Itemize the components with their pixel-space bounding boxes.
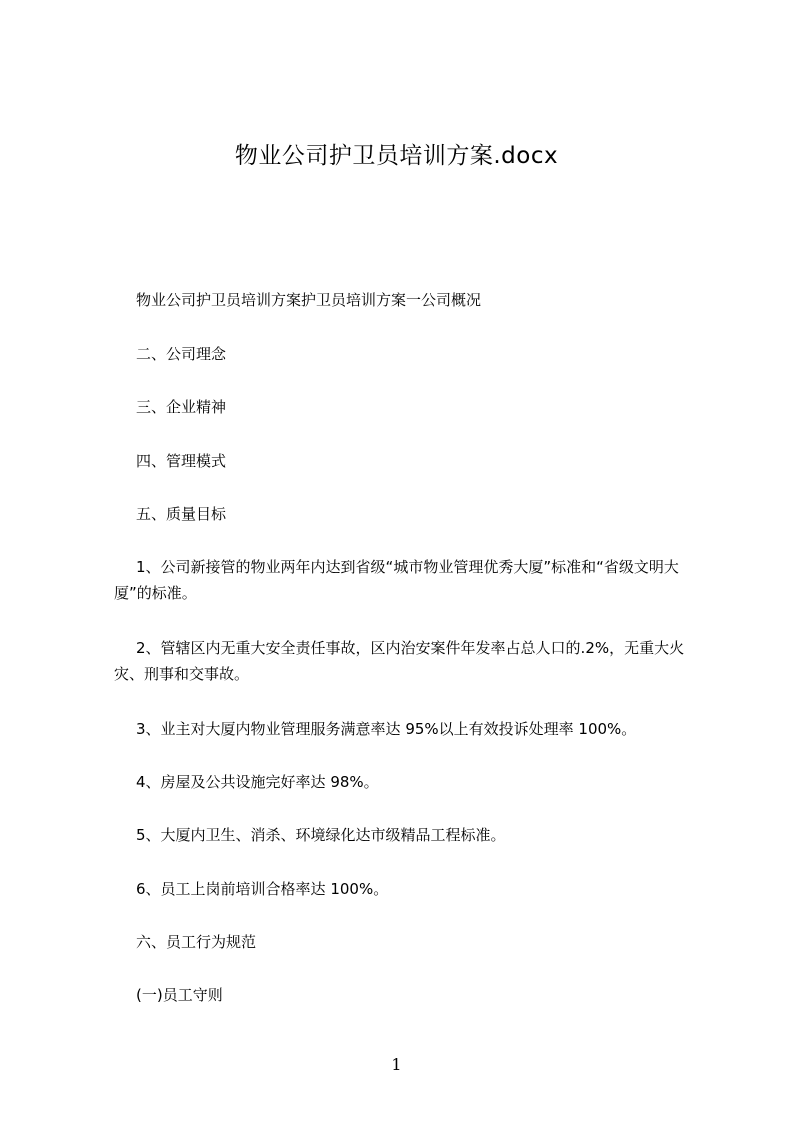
page-number: 1 bbox=[391, 1055, 402, 1074]
heading-employee-code: (一)员工守则 bbox=[136, 986, 223, 1004]
quality-goal-item: 3、业主对大厦内物业管理服务满意率达 95%以上有效投诉处理率 100%。 bbox=[136, 720, 637, 738]
document-title: 物业公司护卫员培训方案.docx bbox=[234, 143, 559, 169]
quality-goal-item: 6、员工上岗前培训合格率达 100%。 bbox=[136, 880, 389, 898]
heading-company-philosophy: 二、公司理念 bbox=[136, 345, 227, 363]
paragraph-company-overview: 物业公司护卫员培训方案护卫员培训方案一公司概况 bbox=[136, 291, 482, 309]
quality-goal-item: 2、管辖区内无重大安全责任事故，区内治安案件年发率占总人口的.2%，无重大火灾、刑事和交事故。 bbox=[114, 639, 685, 683]
quality-goal-item: 5、大厦内卫生、消杀、环境绿化达市级精品工程标准。 bbox=[136, 826, 506, 844]
heading-employee-conduct: 六、员工行为规范 bbox=[136, 933, 257, 951]
heading-management-model: 四、管理模式 bbox=[136, 452, 227, 470]
heading-enterprise-spirit: 三、企业精神 bbox=[136, 398, 227, 416]
quality-goal-item: 1、公司新接管的物业两年内达到省级“城市物业管理优秀大厦”标准和“省级文明大厦”的标准。 bbox=[114, 558, 679, 602]
quality-goal-item: 4、房屋及公共设施完好率达 98%。 bbox=[136, 773, 379, 791]
heading-quality-goals: 五、质量目标 bbox=[136, 505, 227, 523]
